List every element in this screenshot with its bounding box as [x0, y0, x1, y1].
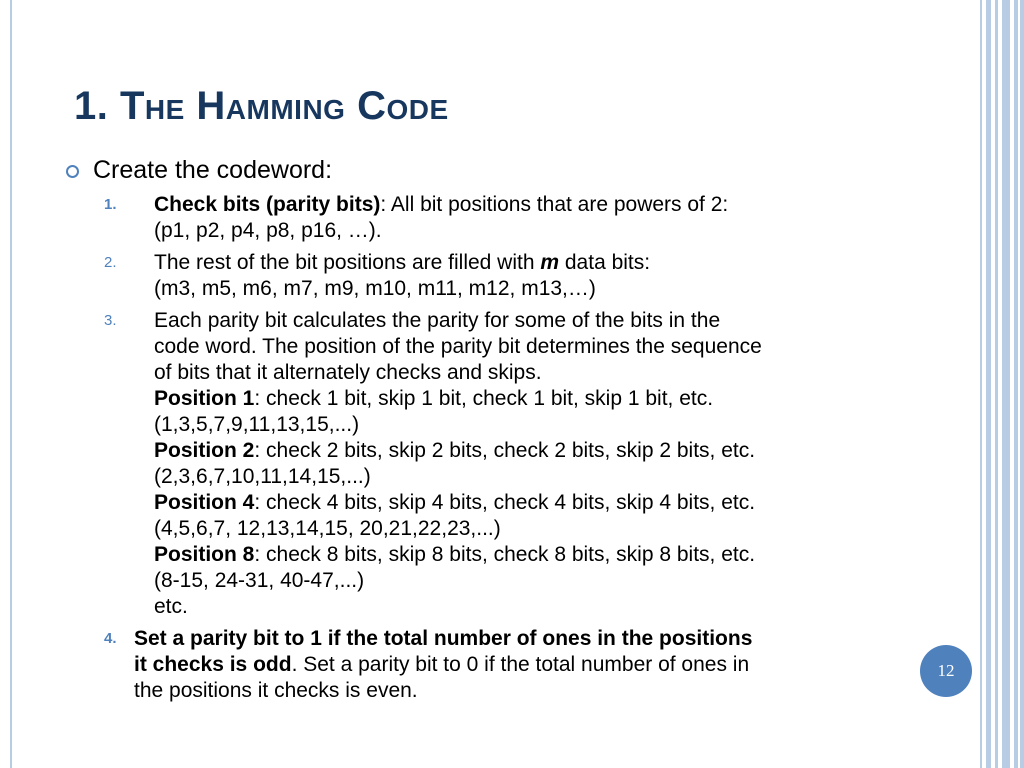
slide-title: 1. The Hamming Code	[74, 84, 449, 128]
right-decorative-stripes	[978, 0, 1024, 768]
list-item: 3. Each parity bit calculates the parity for some of the bits in the code word. The position of the parity bit determines the sequence of bits that it alternately checks and skips. Position 1: check 1 bit, skip 1 bit, check 1 bit, skip 1 bit, etc. (1,3,5,7,9,11,13,15,...) Position 2: check 2 bits, skip 2 bits, check 2 bits, skip 2 bits, etc. (2,3,6,7,10,11,14,15,...) Position 4: check 4 bits, skip 4 bits, check 4 bits, skip 4 bits, etc. (4,5,6,7, 12,13,14,15, 20,21,22,23,...) Position 8: check 8 bits, skip 8 bits, check 8 bits, skip 8 bits, etc. (8-15, 24-31, 40-47,...) etc.	[62, 308, 942, 620]
numbered-list	[62, 192, 942, 704]
ring-bullet-icon	[66, 165, 79, 178]
check-bits-term: Check bits (parity bits)	[154, 193, 381, 216]
position-2-rule: Position 2: check 2 bits, skip 2 bits, check 2 bits, skip 2 bits, etc.	[154, 439, 756, 462]
list-item: 2. The rest of the bit positions are filled with m data bits: (m3, m5, m6, m7, m9, m10, m11, m12, m13,…)	[62, 250, 942, 302]
list-item: 1. Check bits (parity bits): All bit positions that are powers of 2: (p1, p2, p4, p8, p16, …).	[62, 192, 942, 244]
page-number-badge: 12	[920, 645, 972, 697]
slide-content	[62, 154, 942, 710]
list-number: 3.	[104, 312, 117, 329]
list-number: 1.	[104, 196, 117, 213]
list-number: 2.	[104, 254, 117, 271]
list-number: 4.	[104, 630, 117, 647]
m-variable: m	[540, 251, 560, 274]
position-4-rule: Position 4: check 4 bits, skip 4 bits, check 4 bits, skip 4 bits, etc.	[154, 491, 756, 514]
left-border-rule	[10, 0, 12, 768]
position-1-rule: Position 1: check 1 bit, skip 1 bit, check 1 bit, skip 1 bit, etc.	[154, 387, 714, 410]
position-8-rule: Position 8: check 8 bits, skip 8 bits, check 8 bits, skip 8 bits, etc.	[154, 543, 756, 566]
main-bullet-text: Create the codeword:	[93, 156, 333, 184]
list-item: 4. Set a parity bit to 1 if the total number of ones in the positions it checks is odd. Set a parity bit to 0 if the total number of ones in the positions it checks is even.	[62, 626, 942, 704]
main-bullet	[62, 154, 942, 186]
